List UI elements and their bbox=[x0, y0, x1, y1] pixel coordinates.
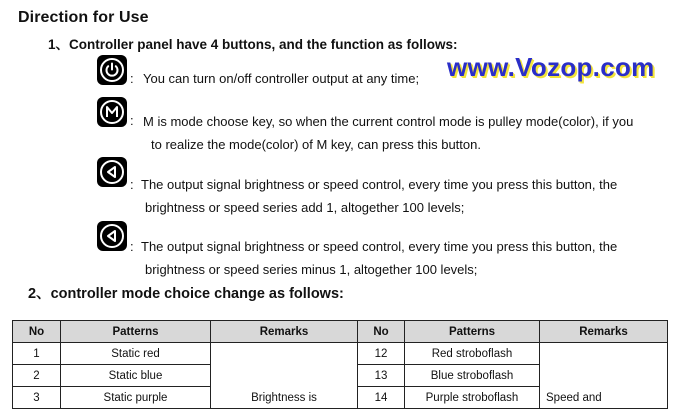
item-colon: : bbox=[130, 113, 134, 128]
cell-no: 2 bbox=[13, 365, 61, 387]
cell-pattern: Static purple bbox=[61, 387, 211, 409]
item-colon: : bbox=[130, 177, 134, 192]
table-header-row bbox=[13, 321, 668, 343]
page-title: Direction for Use bbox=[18, 9, 149, 26]
section-2-heading: 2、controller mode choice change as follows: bbox=[28, 286, 344, 302]
cell-pattern: Red stroboflash bbox=[405, 343, 540, 365]
cell-no: 12 bbox=[358, 343, 405, 365]
cell-pattern: Static red bbox=[61, 343, 211, 365]
col-header-patterns: Patterns bbox=[405, 321, 540, 343]
col-header-no: No bbox=[358, 321, 405, 343]
col-header-remarks: Remarks bbox=[211, 321, 358, 343]
watermark-logo: www.Vozop.com bbox=[447, 52, 655, 82]
item-add-text-line1: The output signal brightness or speed control, every time you press this button, the bbox=[141, 177, 618, 192]
cell-no: 3 bbox=[13, 387, 61, 409]
col-header-remarks: Remarks bbox=[540, 321, 668, 343]
cell-remark: Brightness is bbox=[211, 343, 358, 409]
item-minus-text-line2: brightness or speed series minus 1, altogether 100 levels; bbox=[145, 262, 478, 277]
cell-no: 13 bbox=[358, 365, 405, 387]
item-mode-text-line2: to realize the mode(color) of M key, can press this button. bbox=[151, 137, 481, 152]
cell-pattern: Purple stroboflash bbox=[405, 387, 540, 409]
section-1-heading: 1、Controller panel have 4 buttons, and the function as follows: bbox=[48, 37, 458, 52]
cell-no: 1 bbox=[13, 343, 61, 365]
cell-remark: Speed and bbox=[540, 343, 668, 409]
table-row bbox=[13, 343, 668, 365]
mode-m-icon bbox=[97, 97, 127, 127]
col-header-patterns: Patterns bbox=[61, 321, 211, 343]
cell-pattern: Static blue bbox=[61, 365, 211, 387]
cell-no: 14 bbox=[358, 387, 405, 409]
item-add-text-line2: brightness or speed series add 1, altogether 100 levels; bbox=[145, 200, 465, 215]
mode-table bbox=[12, 320, 668, 409]
cell-pattern: Blue stroboflash bbox=[405, 365, 540, 387]
left-arrow-icon bbox=[97, 157, 127, 187]
item-minus-text-line1: The output signal brightness or speed control, every time you press this button, the bbox=[141, 239, 618, 254]
item-colon: : bbox=[130, 71, 134, 86]
left-arrow-icon bbox=[97, 221, 127, 251]
power-icon bbox=[97, 55, 127, 85]
col-header-no: No bbox=[13, 321, 61, 343]
item-power-text: You can turn on/off controller output at any time; bbox=[143, 71, 420, 86]
item-colon: : bbox=[130, 239, 134, 254]
item-mode-text-line1: M is mode choose key, so when the current control mode is pulley mode(color), if you bbox=[143, 114, 634, 129]
